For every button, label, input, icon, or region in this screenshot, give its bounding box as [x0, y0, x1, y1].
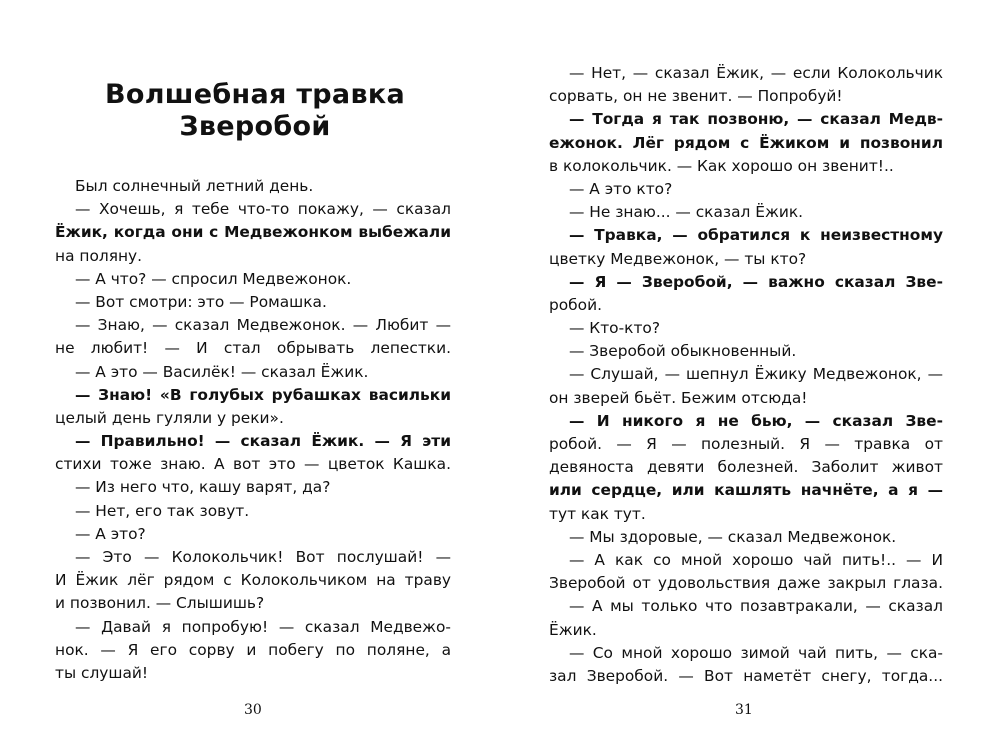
text-line: целый день гуляли у реки».: [55, 408, 284, 427]
text-line: он зверей бьёт. Бежим отсюда!: [549, 388, 808, 407]
text-line: — А мы только что позавтракали, — сказал: [569, 597, 943, 616]
text-line: — А как со мной хорошо чай пить!.. — И: [569, 550, 943, 569]
text-line: сорвать, он не звенит. — Попробуй!: [549, 87, 843, 106]
story-title-line-1: Волшебная травка: [105, 79, 405, 110]
text-line: — Слушай, — шепнул Ёжику Медвежонок, —: [569, 365, 943, 384]
text-line: — А это?: [75, 524, 146, 543]
text-line: Ёжик.: [549, 620, 597, 639]
page-number-right: 31: [735, 702, 753, 718]
text-line: в колокольчик. — Как хорошо он звенит!..: [549, 156, 894, 175]
text-line: тут как тут.: [549, 504, 646, 523]
text-line: зал Зверобой. — Вот наметёт снегу, тогда...: [549, 666, 943, 685]
text-line: — А это кто?: [569, 179, 673, 198]
text-line: Зверобой от удовольствия даже закрыл глаза.: [549, 574, 943, 593]
right-page: [500, 0, 1001, 751]
text-line: Ёжик, когда они с Медвежонком выбежали: [55, 223, 451, 242]
text-line: не любит! — И стал обрывать лепестки.: [55, 339, 451, 358]
text-line: — Правильно! — сказал Ёжик. — Я эти: [75, 432, 451, 451]
text-line: — Знаю! «В голубых рубашках васильки: [75, 385, 451, 404]
text-line: нок. — Я его сорву и побегу по поляне, а: [55, 640, 451, 659]
text-line: — Зверобой обыкновенный.: [569, 342, 797, 361]
story-title-line-2: Зверобой: [179, 111, 331, 142]
text-line: робой. — Я — полезный. Я — травка от: [549, 435, 943, 453]
text-line: стихи тоже знаю. А вот это — цветок Кашка.: [55, 455, 451, 474]
text-line: — Не знаю... — сказал Ёжик.: [569, 203, 804, 222]
text-line: — Это — Колокольчик! Вот послушай! —: [75, 548, 451, 566]
text-line: на поляну.: [55, 246, 143, 265]
page-number-left: 30: [244, 702, 262, 718]
text-line: ежонок. Лёг рядом с Ёжиком и позвонил: [549, 133, 943, 152]
text-line: цветку Медвежонок, — ты кто?: [549, 249, 807, 268]
text-line: — Со мной хорошо зимой чай пить, — ска-: [569, 643, 943, 662]
text-line: — И никого я не бью, — сказал Зве-: [569, 411, 943, 430]
text-line: — А это — Василёк! — сказал Ёжик.: [75, 362, 369, 381]
text-line: — Тогда я так позвоню, — сказал Медв-: [569, 110, 943, 129]
text-line: — Мы здоровые, — сказал Медвежонок.: [569, 527, 897, 546]
text-line: И Ёжик лёг рядом с Колокольчиком на траву: [55, 571, 451, 590]
text-line: девяноста девяти болезней. Заболит живот: [549, 458, 943, 477]
text-line: робой.: [549, 295, 602, 314]
right-page-text: [549, 62, 943, 688]
text-line: — Знаю, — сказал Медвежонок. — Любит —: [75, 316, 451, 335]
text-line: — Я — Зверобой, — важно сказал Зве-: [569, 272, 943, 291]
text-line: — Травка, — обратился к неизвестному: [569, 226, 943, 245]
text-line: Был солнечный летний день.: [75, 177, 314, 195]
text-line: или сердце, или кашлять начнёте, а я —: [549, 481, 943, 500]
left-page: [0, 0, 500, 751]
text-line: — Вот смотри: это — Ромашка.: [75, 292, 327, 311]
text-line: — Из него что, кашу варят, да?: [75, 478, 331, 497]
text-line: — Нет, его так зовут.: [75, 501, 250, 520]
left-page-text: [55, 175, 451, 685]
text-line: — А что? — спросил Медвежонок.: [75, 269, 352, 288]
text-line: — Нет, — сказал Ёжик, — если Колокольчик: [569, 64, 943, 82]
text-line: — Давай я попробую! — сказал Медвежо-: [75, 617, 451, 636]
text-line: ты слушай!: [55, 663, 149, 682]
text-line: и позвонил. — Слышишь?: [55, 594, 265, 613]
story-title: [55, 79, 455, 143]
text-line: — Хочешь, я тебе что-то покажу, — сказал: [75, 200, 451, 219]
text-line: — Кто-кто?: [569, 319, 660, 338]
